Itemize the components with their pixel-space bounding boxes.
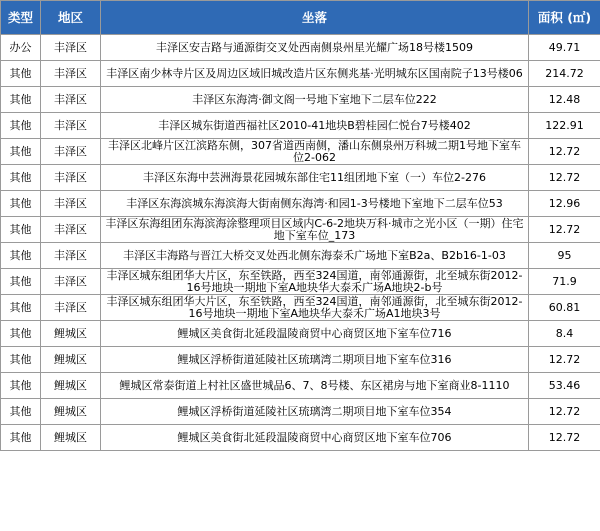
cell-size: 53.46	[529, 373, 600, 399]
cell-area: 丰泽区	[41, 243, 101, 269]
cell-size: 60.81	[529, 295, 600, 321]
cell-location: 丰泽区安吉路与通源街交叉处西南侧泉州星光耀广场18号楼1509	[101, 35, 529, 61]
cell-location: 丰泽区北峰片区江滨路东侧，307省道西南侧，潘山东侧泉州万科城二期1号地下室车位2-062	[101, 139, 529, 165]
cell-location: 丰泽区城东组团华大片区，东至铁路，西至324国道，南邻通源街，北至城东街2012-16号地块一期地下室A地块华大泰禾广场A地块2-b号	[101, 269, 529, 295]
cell-type: 其他	[1, 113, 41, 139]
cell-location: 丰泽区东海湾·御文阁一号地下室地下二层车位222	[101, 87, 529, 113]
cell-type: 其他	[1, 347, 41, 373]
cell-size: 49.71	[529, 35, 600, 61]
cell-type: 其他	[1, 165, 41, 191]
cell-type: 其他	[1, 399, 41, 425]
cell-area: 丰泽区	[41, 269, 101, 295]
cell-location: 鲤城区浮桥街道延陵社区琉璃湾二期项目地下室车位354	[101, 399, 529, 425]
cell-location: 丰泽区丰海路与晋江大桥交叉处西北侧东海泰禾广场地下室B2a、B2b16-1-03	[101, 243, 529, 269]
cell-location: 鲤城区常泰街道上村社区盛世城品6、7、8号楼、东区裙房与地下室商业8-1110	[101, 373, 529, 399]
cell-area: 丰泽区	[41, 165, 101, 191]
table-row	[1, 399, 600, 425]
cell-size: 12.96	[529, 191, 600, 217]
cell-area: 鲤城区	[41, 347, 101, 373]
table-row	[1, 347, 600, 373]
table-row	[1, 295, 600, 321]
table-row	[1, 191, 600, 217]
cell-location: 鲤城区美食街北延段温陵商贸中心商贸区地下室车位706	[101, 425, 529, 451]
cell-type: 其他	[1, 321, 41, 347]
cell-type: 其他	[1, 269, 41, 295]
cell-size: 12.72	[529, 347, 600, 373]
cell-location: 丰泽区南少林寺片区及周边区域旧城改造片区东侧兆基·光明城东区国南院子13号楼06	[101, 61, 529, 87]
table-row	[1, 321, 600, 347]
cell-area: 鲤城区	[41, 399, 101, 425]
cell-type: 其他	[1, 295, 41, 321]
header-type: 类型	[1, 1, 41, 35]
cell-location: 丰泽区城东组团华大片区，东至铁路，西至324国道，南邻通源街，北至城东街2012-16号地块一期地下室A地块华大泰禾广场A1地块3号	[101, 295, 529, 321]
cell-location: 丰泽区东海滨城东海滨海大街南侧东海湾·和园1-3号楼地下室地下二层车位53	[101, 191, 529, 217]
cell-area: 鲤城区	[41, 373, 101, 399]
cell-area: 丰泽区	[41, 35, 101, 61]
cell-type: 其他	[1, 139, 41, 165]
cell-area: 丰泽区	[41, 139, 101, 165]
table-row	[1, 113, 600, 139]
cell-area: 丰泽区	[41, 113, 101, 139]
cell-size: 214.72	[529, 61, 600, 87]
cell-location: 鲤城区美食街北延段温陵商贸中心商贸区地下室车位716	[101, 321, 529, 347]
cell-type: 其他	[1, 61, 41, 87]
cell-size: 12.72	[529, 217, 600, 243]
cell-area: 丰泽区	[41, 295, 101, 321]
table-row	[1, 243, 600, 269]
header-area: 地区	[41, 1, 101, 35]
cell-area: 丰泽区	[41, 61, 101, 87]
cell-size: 122.91	[529, 113, 600, 139]
cell-size: 12.72	[529, 139, 600, 165]
table-row	[1, 139, 600, 165]
cell-location: 鲤城区浮桥街道延陵社区琉璃湾二期项目地下室车位316	[101, 347, 529, 373]
cell-area: 丰泽区	[41, 191, 101, 217]
cell-location: 丰泽区东海中芸洲海景花园城东部住宅11组团地下室（一）车位2-276	[101, 165, 529, 191]
cell-size: 12.72	[529, 399, 600, 425]
cell-size: 12.72	[529, 165, 600, 191]
table-row	[1, 425, 600, 451]
cell-location: 丰泽区东海组团东海滨海涂整理项目区域内C-6-2地块万科·城市之光小区（一期）住宅地下室车位_173	[101, 217, 529, 243]
cell-area: 鲤城区	[41, 425, 101, 451]
table-row	[1, 217, 600, 243]
cell-location: 丰泽区城东街道西福社区2010-41地块B碧桂园仁悦台7号楼402	[101, 113, 529, 139]
header-size: 面积 (㎡)	[529, 1, 600, 35]
cell-area: 丰泽区	[41, 87, 101, 113]
cell-area: 丰泽区	[41, 217, 101, 243]
table-row	[1, 87, 600, 113]
cell-type: 其他	[1, 87, 41, 113]
table-row	[1, 61, 600, 87]
cell-size: 8.4	[529, 321, 600, 347]
cell-area: 鲤城区	[41, 321, 101, 347]
header-location: 坐落	[101, 1, 529, 35]
cell-size: 95	[529, 243, 600, 269]
cell-size: 12.48	[529, 87, 600, 113]
table-row	[1, 35, 600, 61]
table-header-row	[1, 1, 600, 35]
cell-type: 其他	[1, 373, 41, 399]
cell-type: 其他	[1, 243, 41, 269]
cell-size: 71.9	[529, 269, 600, 295]
table-row	[1, 373, 600, 399]
cell-type: 其他	[1, 191, 41, 217]
cell-type: 其他	[1, 217, 41, 243]
table-row	[1, 165, 600, 191]
cell-type: 办公	[1, 35, 41, 61]
table-row	[1, 269, 600, 295]
cell-size: 12.72	[529, 425, 600, 451]
cell-type: 其他	[1, 425, 41, 451]
